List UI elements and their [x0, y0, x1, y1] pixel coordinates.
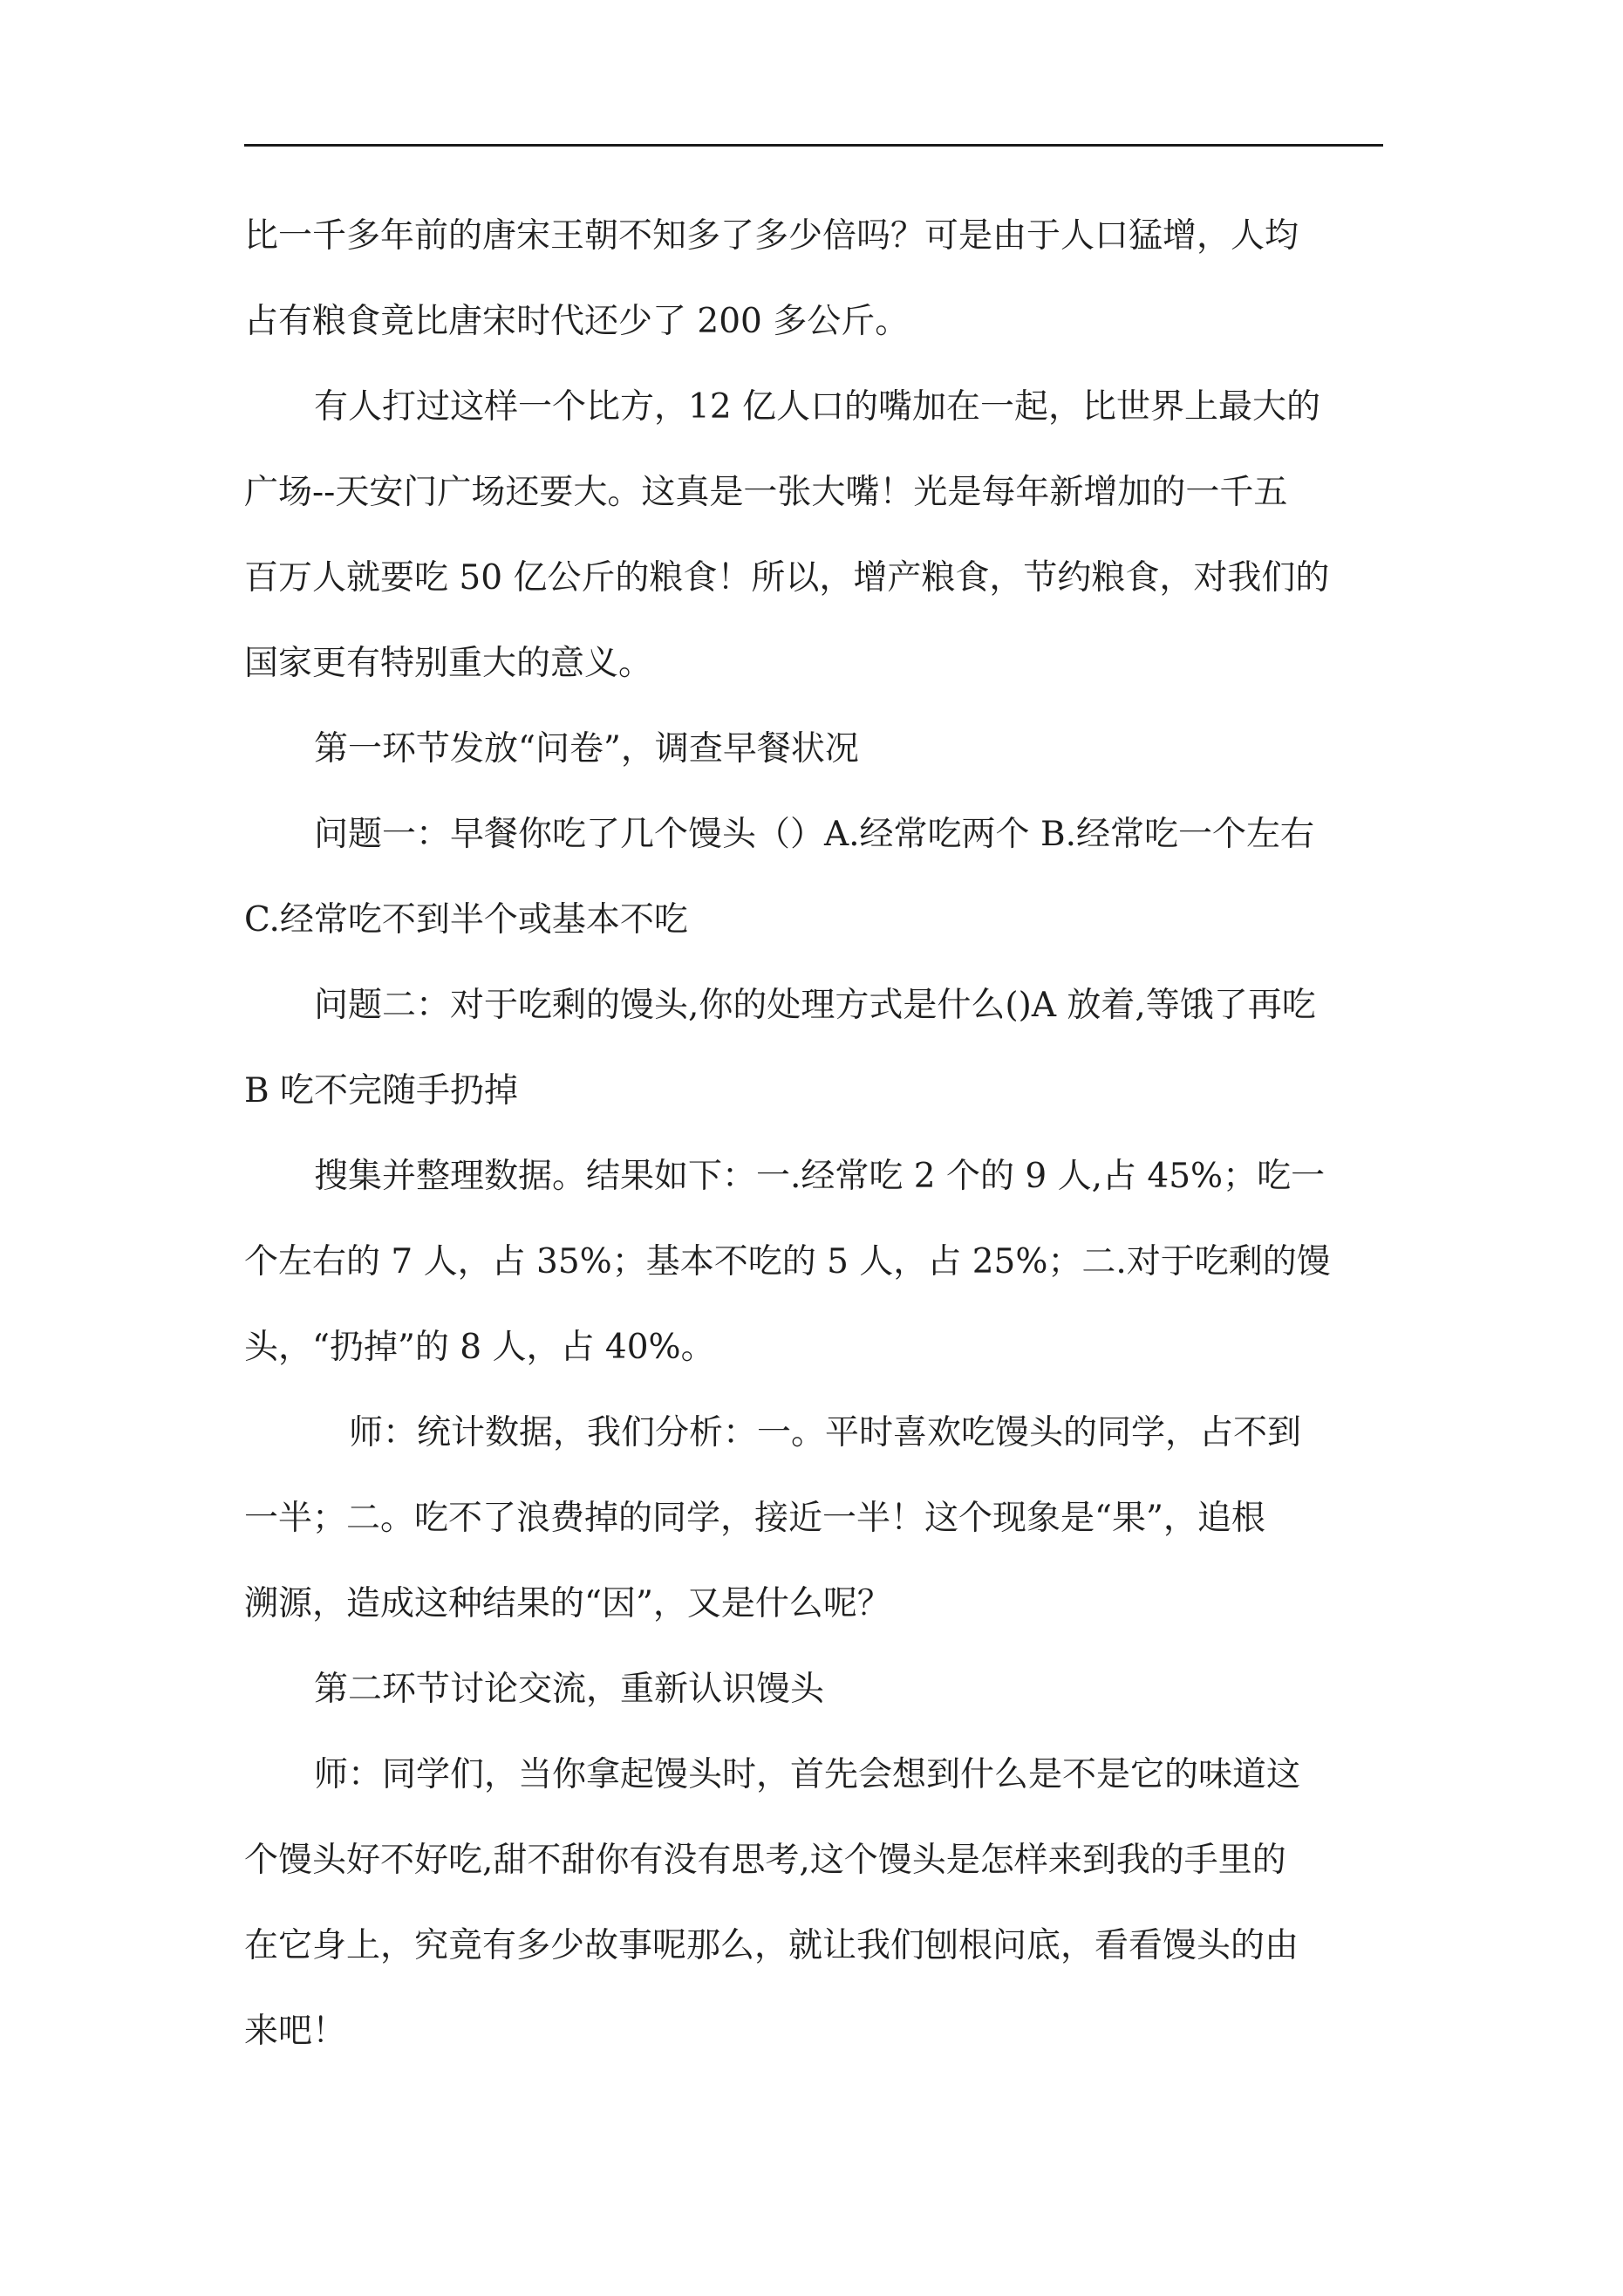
text-line: 问题二：对于吃剩的馒头,你的处理方式是什么()A 放着,等饿了再吃	[314, 986, 1316, 1025]
text-line: 个左右的 7 人，占 35%；基本不吃的 5 人，占 25%；二.对于吃剩的馒	[244, 1242, 1331, 1281]
text-line: 有人打过这样一个比方，12 亿人口的嘴加在一起，比世界上最大的	[314, 387, 1321, 427]
text-line: 在它身上，究竟有多少故事呢那么，就让我们刨根问底，看看馒头的由	[244, 1926, 1299, 1965]
text-line: 师：同学们，当你拿起馒头时，首先会想到什么是不是它的味道这	[314, 1755, 1301, 1794]
text-line: 溯源，造成这种结果的“因”，又是什么呢？	[244, 1584, 891, 1623]
text-line: 师：统计数据，我们分析：一。平时喜欢吃馒头的同学，占不到	[349, 1413, 1302, 1452]
text-line: 百万人就要吃 50 亿公斤的粮食！所以，增产粮食，节约粮食，对我们的	[244, 558, 1330, 598]
text-line: 广场--天安门广场还要大。这真是一张大嘴！光是每年新增加的一千五	[244, 473, 1288, 512]
text-line: 问题一：早餐你吃了几个馒头（）A.经常吃两个 B.经常吃一个左右	[314, 815, 1315, 854]
text-line: 一半；二。吃不了浪费掉的同学，接近一半！这个现象是“果”，追根	[244, 1499, 1265, 1538]
text-line: 头，“扔掉”的 8 人，占 40%。	[244, 1328, 715, 1367]
header-rule	[244, 144, 1383, 147]
section-heading: 第一环节发放“问卷”，调查早餐状况	[314, 729, 859, 769]
text-line: C.经常吃不到半个或基本不吃	[244, 900, 688, 940]
text-line: 国家更有特别重大的意义。	[244, 644, 653, 683]
text-line: 搜集并整理数据。结果如下：一.经常吃 2 个的 9 人,占 45%；吃一	[314, 1157, 1326, 1196]
text-line: 占有粮食竟比唐宋时代还少了 200 多公斤。	[244, 302, 910, 341]
text-line: 来吧！	[244, 2012, 347, 2051]
text-line: B 吃不完随手扔掉	[244, 1071, 519, 1110]
text-line: 比一千多年前的唐宋王朝不知多了多少倍吗？可是由于人口猛增，人均	[244, 216, 1299, 256]
section-heading: 第二环节讨论交流，重新认识馒头	[314, 1670, 825, 1709]
text-line: 个馒头好不好吃,甜不甜你有没有思考,这个馒头是怎样来到我的手里的	[244, 1841, 1286, 1880]
